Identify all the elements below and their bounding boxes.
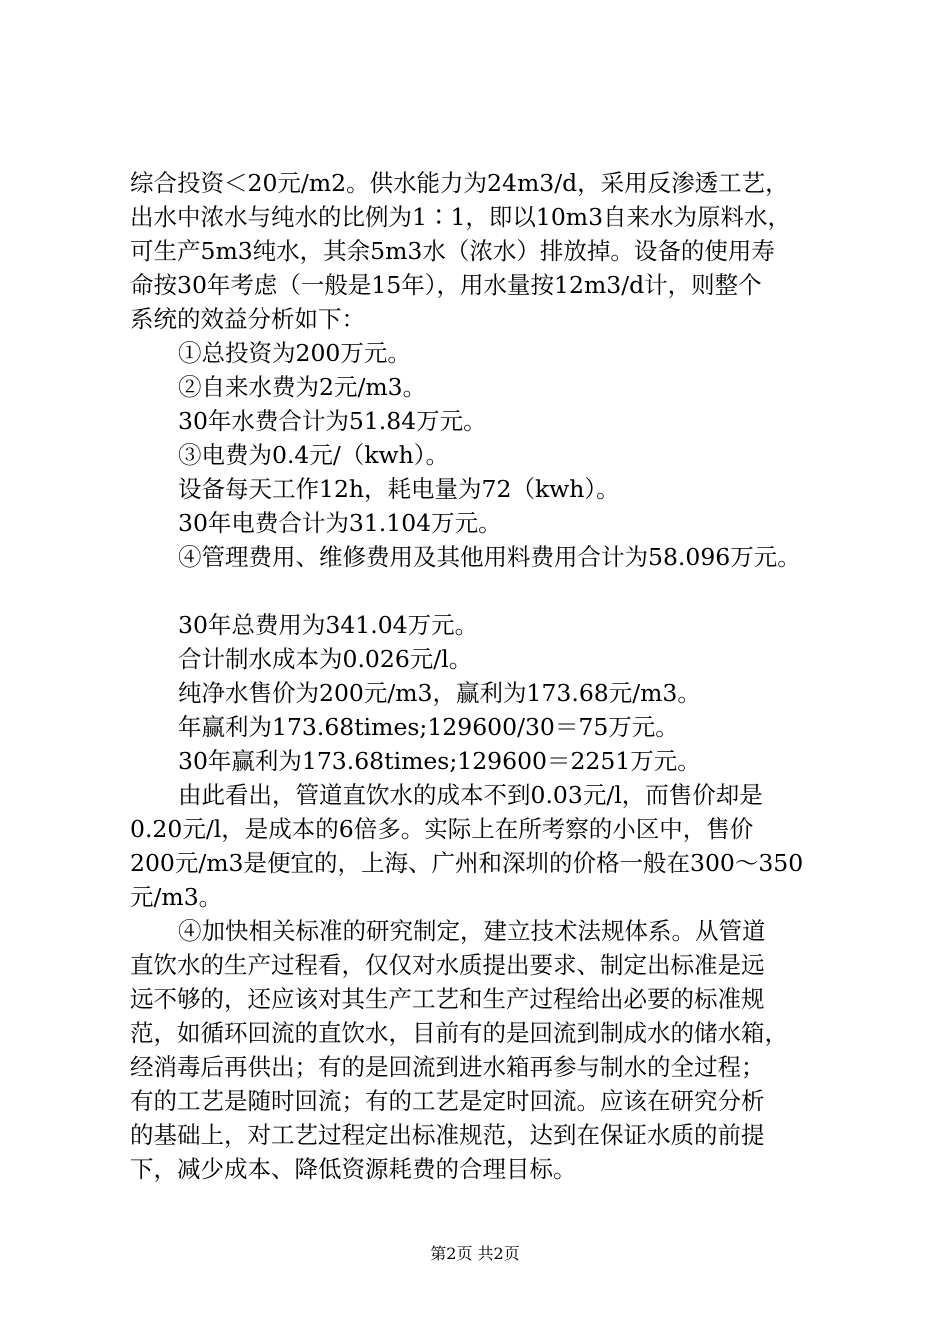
- paragraph-line: 直饮水的生产过程看，仅仅对水质提出要求、制定出标准是远: [130, 951, 765, 979]
- paragraph-line: 下，减少成本、降低资源耗费的合理目标。: [130, 1155, 577, 1183]
- paragraph-line: 由此看出，管道直饮水的成本不到0.03元/l，而售价却是: [178, 781, 763, 809]
- paragraph-line: 范，如循环回流的直饮水，目前有的是回流到制成水的储水箱，: [130, 1019, 788, 1047]
- paragraph-line: 的基础上，对工艺过程定出标准规范，达到在保证水质的前提: [130, 1121, 765, 1149]
- paragraph-line: 200元/m3是便宜的，上海、广州和深圳的价格一般在300～350: [130, 849, 804, 877]
- text-line: 30年总费用为341.04万元。: [178, 611, 479, 639]
- paragraph-line: ④加快相关标准的研究制定，建立技术法规体系。从管道: [178, 917, 766, 945]
- page-footer: 第2页 共2页: [430, 1244, 520, 1263]
- list-item: ①总投资为200万元。: [178, 339, 411, 367]
- list-item: ④管理费用、维修费用及其他用料费用合计为58.096万元。: [178, 543, 801, 571]
- text-line: 综合投资＜20元/m2。供水能力为24m3/d，采用反渗透工艺，: [130, 169, 789, 197]
- paragraph-line: 元/m3。: [130, 883, 223, 911]
- text-line: 设备每天工作12h，耗电量为72（kwh）。: [178, 475, 620, 503]
- paragraph-line: 有的工艺是随时回流；有的工艺是定时回流。应该在研究分析: [130, 1087, 765, 1115]
- list-item: ③电费为0.4元/（kwh）。: [178, 441, 450, 469]
- list-item: ②自来水费为2元/m3。: [178, 373, 427, 401]
- paragraph-line: 经消毒后再供出；有的是回流到进水箱再参与制水的全过程；: [130, 1053, 765, 1081]
- text-line: 可生产5m3纯水，其余5m3水（浓水）排放掉。设备的使用寿: [130, 237, 775, 265]
- text-line: 30年赢利为173.68times;129600＝2251万元。: [178, 747, 701, 775]
- text-line: 30年电费合计为31.104万元。: [178, 509, 502, 537]
- blank-line: [130, 574, 850, 608]
- paragraph-line: 远不够的，还应该对其生产工艺和生产过程给出必要的标准规: [130, 985, 765, 1013]
- text-line: 出水中浓水与纯水的比例为1∶1，即以10m3自来水为原料水，: [130, 203, 792, 231]
- text-line: 年赢利为173.68times;129600/30＝75万元。: [178, 713, 679, 741]
- document-body: [130, 166, 850, 1186]
- text-line: 系统的效益分析如下：: [130, 305, 365, 333]
- text-line: 合计制水成本为0.026元/l。: [178, 645, 473, 673]
- text-line: 纯净水售价为200元/m3，赢利为173.68元/m3。: [178, 679, 701, 707]
- text-line: 命按30年考虑（一般是15年），用水量按12m3/d计，则整个: [130, 271, 762, 299]
- paragraph-line: 0.20元/l，是成本的6倍多。实际上在所考察的小区中，售价: [130, 815, 754, 843]
- text-line: 30年水费合计为51.84万元。: [178, 407, 487, 435]
